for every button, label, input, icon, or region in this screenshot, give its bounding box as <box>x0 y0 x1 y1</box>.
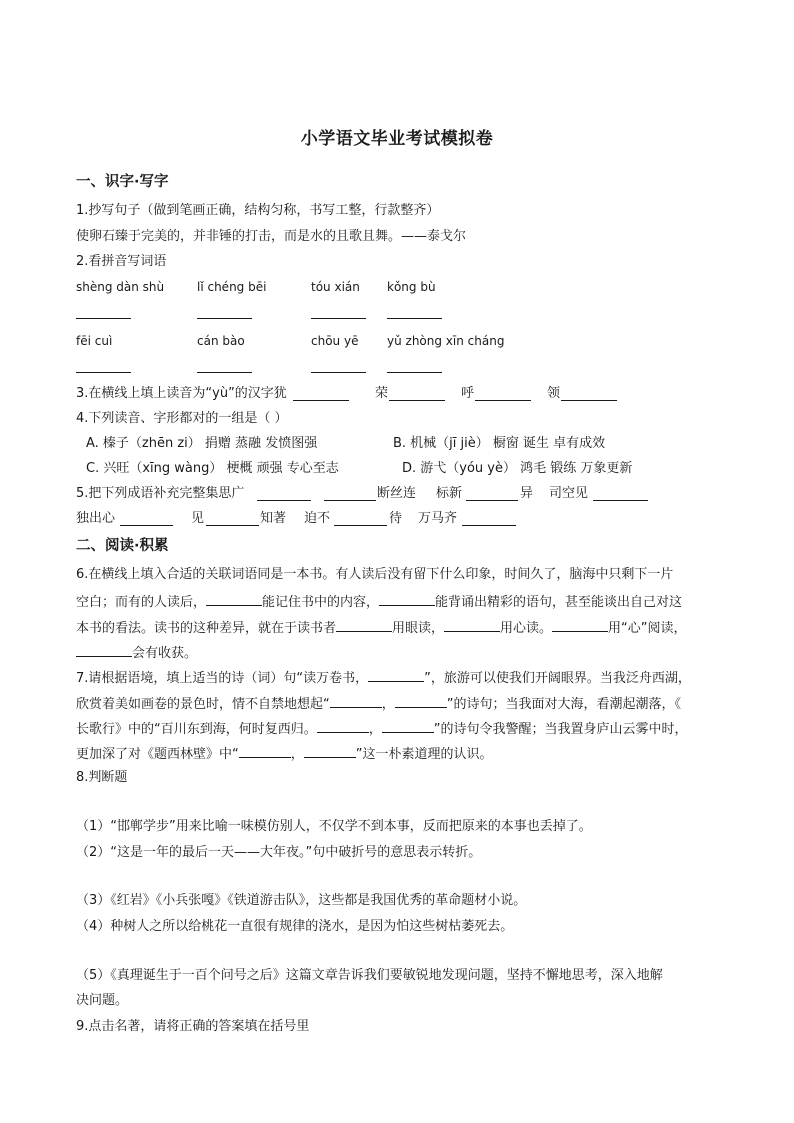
q6-text: 能背诵出精彩的语句，甚至能谈出自己对这 <box>435 595 683 610</box>
pinyin-7: chōu yē <box>311 334 359 348</box>
q7-text: 欣赏着美如画卷的景色时，情不自禁地想起“ <box>76 697 330 712</box>
q5-part-5: 司空见 <box>549 486 589 501</box>
answer-blank[interactable] <box>462 525 516 526</box>
answer-blank[interactable] <box>304 745 356 758</box>
q8-prompt: 8.判断题 <box>76 770 128 785</box>
answer-blank[interactable] <box>330 695 382 708</box>
q6-text: 本书的看法。读书的这种差异，就在于读书者 <box>76 621 337 636</box>
answer-blank[interactable] <box>76 644 132 657</box>
answer-blank[interactable] <box>317 720 369 733</box>
q7-text: 长歌行》中的“百川东到海，何时复西归。 <box>76 722 317 737</box>
q8-statement-4: （4）种树人之所以给桃花一直很有规律的浇水，是因为怕这些树枯萎死去。 <box>76 919 514 934</box>
answer-blank[interactable] <box>311 318 366 319</box>
q4-option-b[interactable]: B. 机械（jī jiè） 橱窗 诞生 卓有成效 <box>393 436 606 451</box>
pinyin-1: shèng dàn shù <box>76 280 165 294</box>
q6-line-2 <box>76 593 682 611</box>
pinyin-3: tóu xián <box>311 280 360 294</box>
answer-blank[interactable] <box>257 500 311 501</box>
q6-text: 空白；而有的人读后， <box>76 595 207 610</box>
q5-part-4: 异 <box>520 486 534 501</box>
q7-line-3 <box>76 720 688 738</box>
answer-blank[interactable] <box>197 318 252 319</box>
pinyin-5: fēi cuì <box>76 334 113 348</box>
q6-line-3 <box>76 619 687 637</box>
q5-part-10: 待 <box>389 511 403 526</box>
answer-blank[interactable] <box>120 525 173 526</box>
q7-line-4 <box>76 745 493 763</box>
answer-blank[interactable] <box>466 500 518 501</box>
q5-part-9: 迫不 <box>304 511 331 526</box>
q7-text: ， <box>290 747 304 762</box>
answer-blank[interactable] <box>387 318 442 319</box>
q7-text: ”的诗句；当我面对大海，看潮起潮落，《 <box>446 697 682 712</box>
q7-text: 7.请根据语境，填上适当的诗（词）句“读万卷书， <box>76 671 369 686</box>
pinyin-2: lǐ chéng bēi <box>197 280 267 294</box>
answer-blank[interactable] <box>336 619 392 632</box>
q5-prompt: 5.把下列成语补充完整集思广 <box>76 486 245 501</box>
section-heading-2: 二、阅读·积累 <box>76 538 169 554</box>
q3-char-2: 呼 <box>461 386 475 401</box>
q5-part-2: 断丝连 <box>377 486 417 501</box>
answer-blank[interactable] <box>368 669 424 682</box>
answer-blank[interactable] <box>206 525 259 526</box>
q6-text: 用眼读， <box>392 621 445 636</box>
answer-blank[interactable] <box>395 695 447 708</box>
page-title: 小学语文毕业考试模拟卷 <box>300 129 494 149</box>
answer-blank[interactable] <box>293 400 349 401</box>
q5-part-6: 独出心 <box>76 511 116 526</box>
q7-text: ， <box>381 697 395 712</box>
answer-blank[interactable] <box>561 400 617 401</box>
section-heading-1: 一、识字·写字 <box>76 174 169 190</box>
q6-text: 用心读。 <box>500 621 553 636</box>
answer-blank[interactable] <box>311 372 366 373</box>
q1-sentence: 使卵石臻于完美的，并非锤的打击，而是水的且歌且舞。——泰戈尔 <box>76 229 467 244</box>
q6-line-4 <box>76 644 197 662</box>
q7-line-2 <box>76 695 681 713</box>
q5-part-7: 见 <box>191 511 205 526</box>
q2-prompt: 2.看拼音写词语 <box>76 254 167 269</box>
q7-text: ”这一朴素道理的认识。 <box>355 747 493 762</box>
q6-text: 会有收获。 <box>132 646 198 661</box>
answer-blank[interactable] <box>197 372 252 373</box>
q6-text: 能记住书中的内容， <box>262 595 380 610</box>
q7-line-1 <box>76 669 691 687</box>
q4-option-a[interactable]: A. 榛子（zhēn zi） 捐赠 蒸融 发愤图强 <box>86 436 318 451</box>
answer-blank[interactable] <box>552 619 608 632</box>
answer-blank[interactable] <box>379 593 435 606</box>
q8-statement-1: （1）“邯郸学步”用来比喻一味模仿别人，不仅学不到本事，反而把原来的本事也丢掉了。 <box>76 819 592 834</box>
answer-blank[interactable] <box>206 593 262 606</box>
q4-option-c[interactable]: C. 兴旺（xīng wàng） 梗概 顽强 专心至志 <box>86 461 339 476</box>
q1-prompt: 1.抄写句子（做到笔画正确，结构匀称，书写工整，行款整齐） <box>76 203 440 218</box>
answer-blank[interactable] <box>76 372 131 373</box>
q6-text: 用“心”阅读， <box>608 621 687 636</box>
q8-statement-5-cont: 决问题。 <box>76 993 129 1008</box>
q3-prompt: 3.在横线上填上读音为“yù”的汉字犹 <box>76 386 287 401</box>
answer-blank[interactable] <box>475 400 531 401</box>
answer-blank[interactable] <box>382 720 434 733</box>
q3-char-1: 荣 <box>375 386 389 401</box>
answer-blank[interactable] <box>334 525 387 526</box>
q5-part-11: 万马齐 <box>418 511 458 526</box>
q7-text: ， <box>368 722 382 737</box>
answer-blank[interactable] <box>593 500 648 501</box>
answer-blank[interactable] <box>444 619 500 632</box>
q8-statement-2: （2）“这是一年的最后一天——大年夜。”句中破折号的意思表示转折。 <box>76 845 482 860</box>
answer-blank[interactable] <box>389 400 445 401</box>
pinyin-6: cán bào <box>197 334 245 348</box>
q7-text: ”，旅游可以使我们开阔眼界。当我泛舟西湖， <box>424 671 691 686</box>
q6-line-1: 6.在横线上填入合适的关联词语同是一本书。有人读后没有留下什么印象，时间久了，脑海中只剩下一片 <box>76 567 674 582</box>
answer-blank[interactable] <box>76 318 131 319</box>
answer-blank[interactable] <box>387 372 442 373</box>
q5-part-3: 标新 <box>436 486 463 501</box>
q7-text: ”的诗句令我警醒；当我置身庐山云雾中时， <box>433 722 688 737</box>
q8-statement-3: （3）《红岩》《小兵张嘎》《铁道游击队》，这些都是我国优秀的革命题材小说。 <box>76 893 527 908</box>
q5-part-8: 知著 <box>260 511 287 526</box>
pinyin-8: yǔ zhòng xīn cháng <box>387 334 505 348</box>
q4-prompt: 4.下列读音、字形都对的一组是（ ） <box>76 411 288 426</box>
q9-prompt: 9.点击名著，请将正确的答案填在括号里 <box>76 1019 310 1034</box>
q7-text: 更加深了对《题西林壁》中“ <box>76 747 239 762</box>
q3-char-3: 领 <box>547 386 561 401</box>
q4-option-d[interactable]: D. 游弋（yóu yè） 鸿毛 锻练 万象更新 <box>402 461 633 476</box>
q8-statement-5: （5）《真理诞生于一百个问号之后》这篇文章告诉我们要敏锐地发现问题，坚持不懈地思考，深入地解 <box>76 968 663 983</box>
pinyin-4: kǒng bù <box>387 280 436 294</box>
answer-blank[interactable] <box>239 745 291 758</box>
answer-blank[interactable] <box>324 500 376 501</box>
